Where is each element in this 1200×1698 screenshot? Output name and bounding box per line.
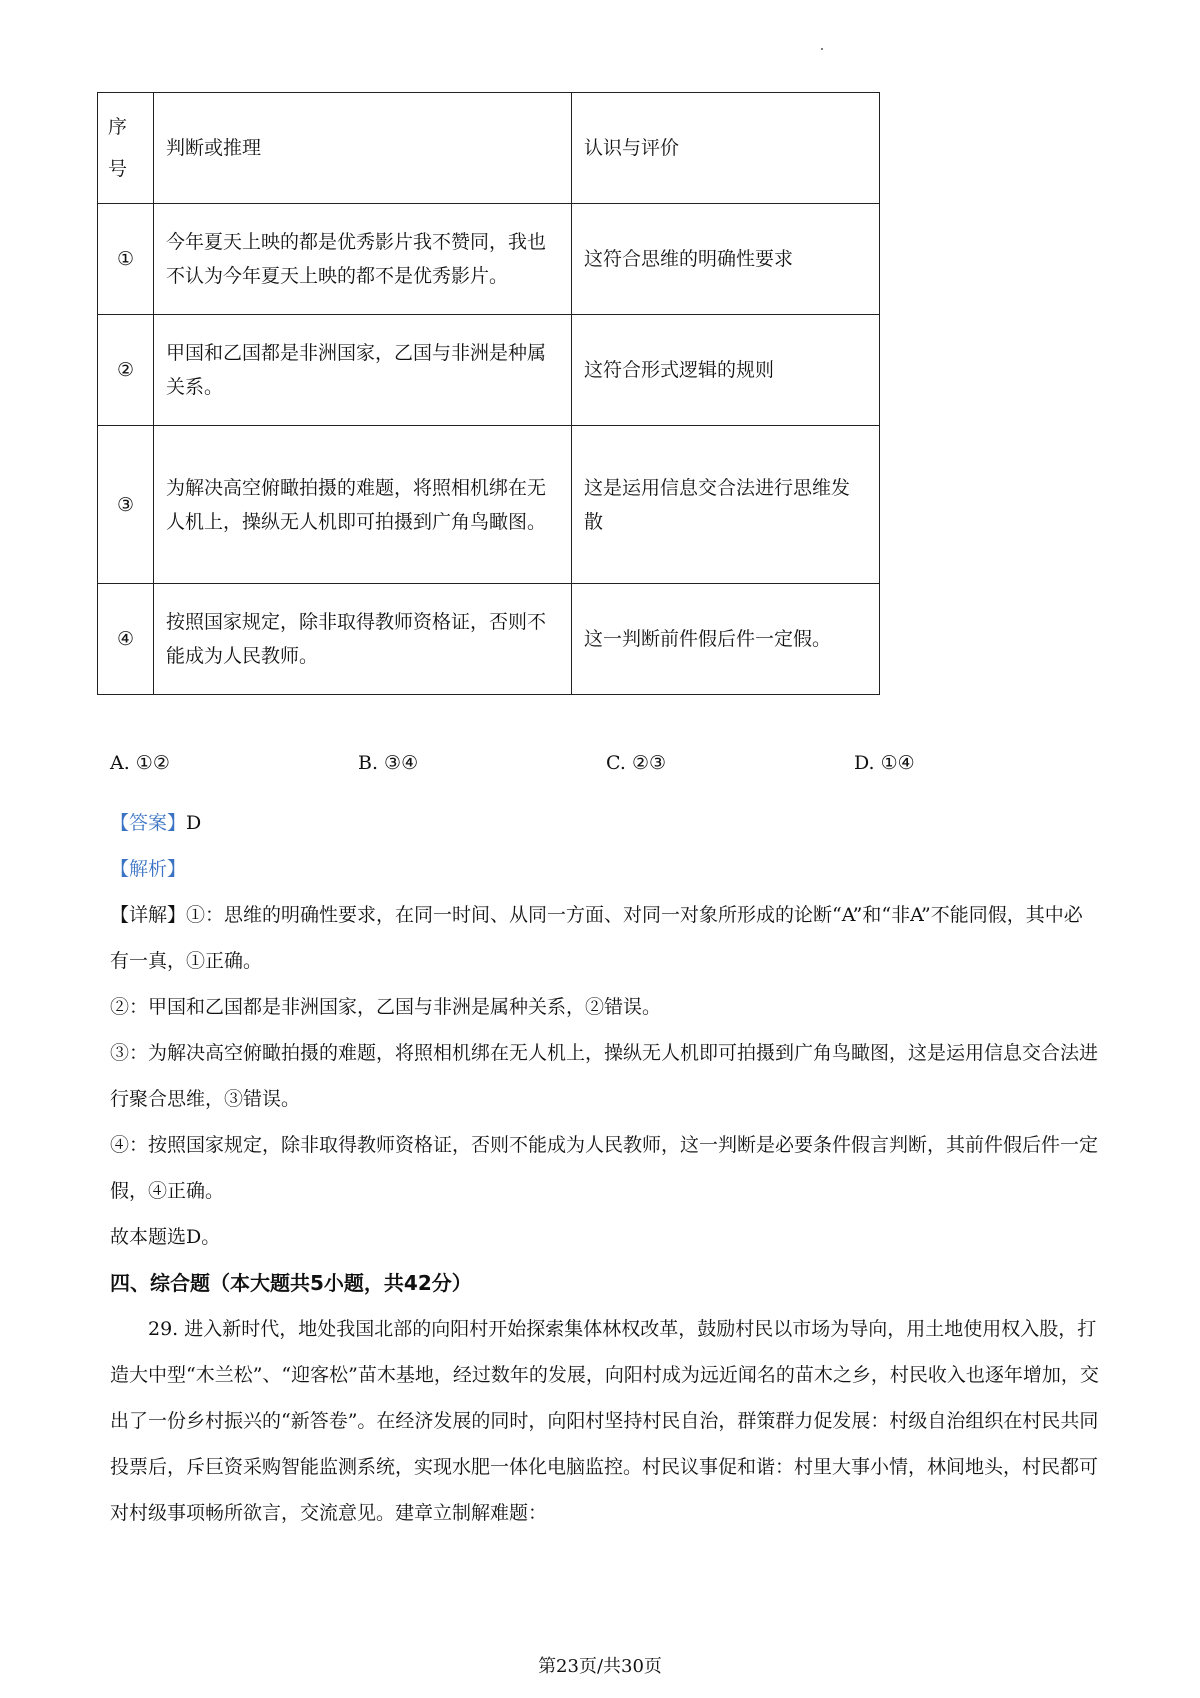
row-number: ④	[98, 584, 154, 695]
header-number: 序号	[98, 93, 154, 204]
option-c: C. ②③	[606, 752, 667, 774]
row-number: ③	[98, 426, 154, 584]
table-row	[98, 315, 880, 426]
detail-label: 【详解】	[110, 904, 187, 926]
table-row	[98, 426, 880, 584]
detail-item-2: ②：甲国和乙国都是非洲国家，乙国与非洲是属种关系，②错误。	[110, 996, 662, 1018]
row-judgment: 为解决高空俯瞰拍摄的难题，将照相机绑在无人机上，操纵无人机即可拍摄到广角鸟瞰图。	[154, 426, 572, 584]
section-title: 四、综合题（本大题共5小题，共42分）	[110, 1271, 472, 1295]
detail-item-1: 【详解】①：思维的明确性要求，在同一时间、从同一方面、对同一对象所形成的论断“A”和“非A”不能同假，其中必有一真，①正确。	[110, 904, 1083, 972]
row-judgment: 甲国和乙国都是非洲国家，乙国与非洲是种属关系。	[154, 315, 572, 426]
row-judgment: 今年夏天上映的都是优秀影片我不赞同，我也不认为今年夏天上映的都不是优秀影片。	[154, 204, 572, 315]
solution-block	[110, 800, 1100, 1536]
option-a: A. ①②	[110, 752, 170, 774]
question-table	[97, 92, 880, 695]
answer-label: 【答案】	[110, 812, 187, 834]
table-row	[98, 204, 880, 315]
row-evaluation: 这一判断前件假后件一定假。	[572, 584, 880, 695]
scan-dot	[821, 48, 823, 50]
answer-line	[110, 800, 1100, 846]
row-judgment: 按照国家规定，除非取得教师资格证，否则不能成为人民教师。	[154, 584, 572, 695]
row-evaluation: 这是运用信息交合法进行思维发散	[572, 426, 880, 584]
analysis-label: 【解析】	[110, 858, 187, 880]
table-header-row	[98, 93, 880, 204]
detail-item-4: ④：按照国家规定，除非取得教师资格证，否则不能成为人民教师，这一判断是必要条件假言判断，其前件假后件一定假，④正确。	[110, 1134, 1099, 1202]
page-footer: 第23页/共30页	[538, 1656, 662, 1677]
header-evaluation: 认识与评价	[572, 93, 880, 204]
option-d: D. ①④	[854, 752, 915, 774]
option-b: B. ③④	[358, 752, 419, 774]
row-evaluation: 这符合思维的明确性要求	[572, 204, 880, 315]
answer-value: D	[186, 812, 202, 834]
detail-conclusion: 故本题选D。	[110, 1226, 221, 1248]
question-29-text: 29. 进入新时代，地处我国北部的向阳村开始探索集体林权改革，鼓励村民以市场为导向，用土地使用权入股，打造大中型“木兰松”、“迎客松”苗木基地，经过数年的发展，向阳村成为远近闻名的苗木之乡，村民收入也逐年增加，交出了一份乡村振兴的“新答卷”。在经济发展的同时，向阳村坚持村民自治，群策群力促发展：村级自治组织在村民共同投票后，斥巨资采购智能监测系统，实现水肥一体化电脑监控。村民议事促和谐：村里大事小情，林间地头，村民都可对村级事项畅所欲言，交流意见。建章立制解难题：	[110, 1318, 1099, 1524]
header-judgment: 判断或推理	[154, 93, 572, 204]
table-row	[98, 584, 880, 695]
row-evaluation: 这符合形式逻辑的规则	[572, 315, 880, 426]
row-number: ①	[98, 204, 154, 315]
detail-item-3: ③：为解决高空俯瞰拍摄的难题，将照相机绑在无人机上，操纵无人机即可拍摄到广角鸟瞰图，这是运用信息交合法进行聚合思维，③错误。	[110, 1042, 1099, 1110]
row-number: ②	[98, 315, 154, 426]
